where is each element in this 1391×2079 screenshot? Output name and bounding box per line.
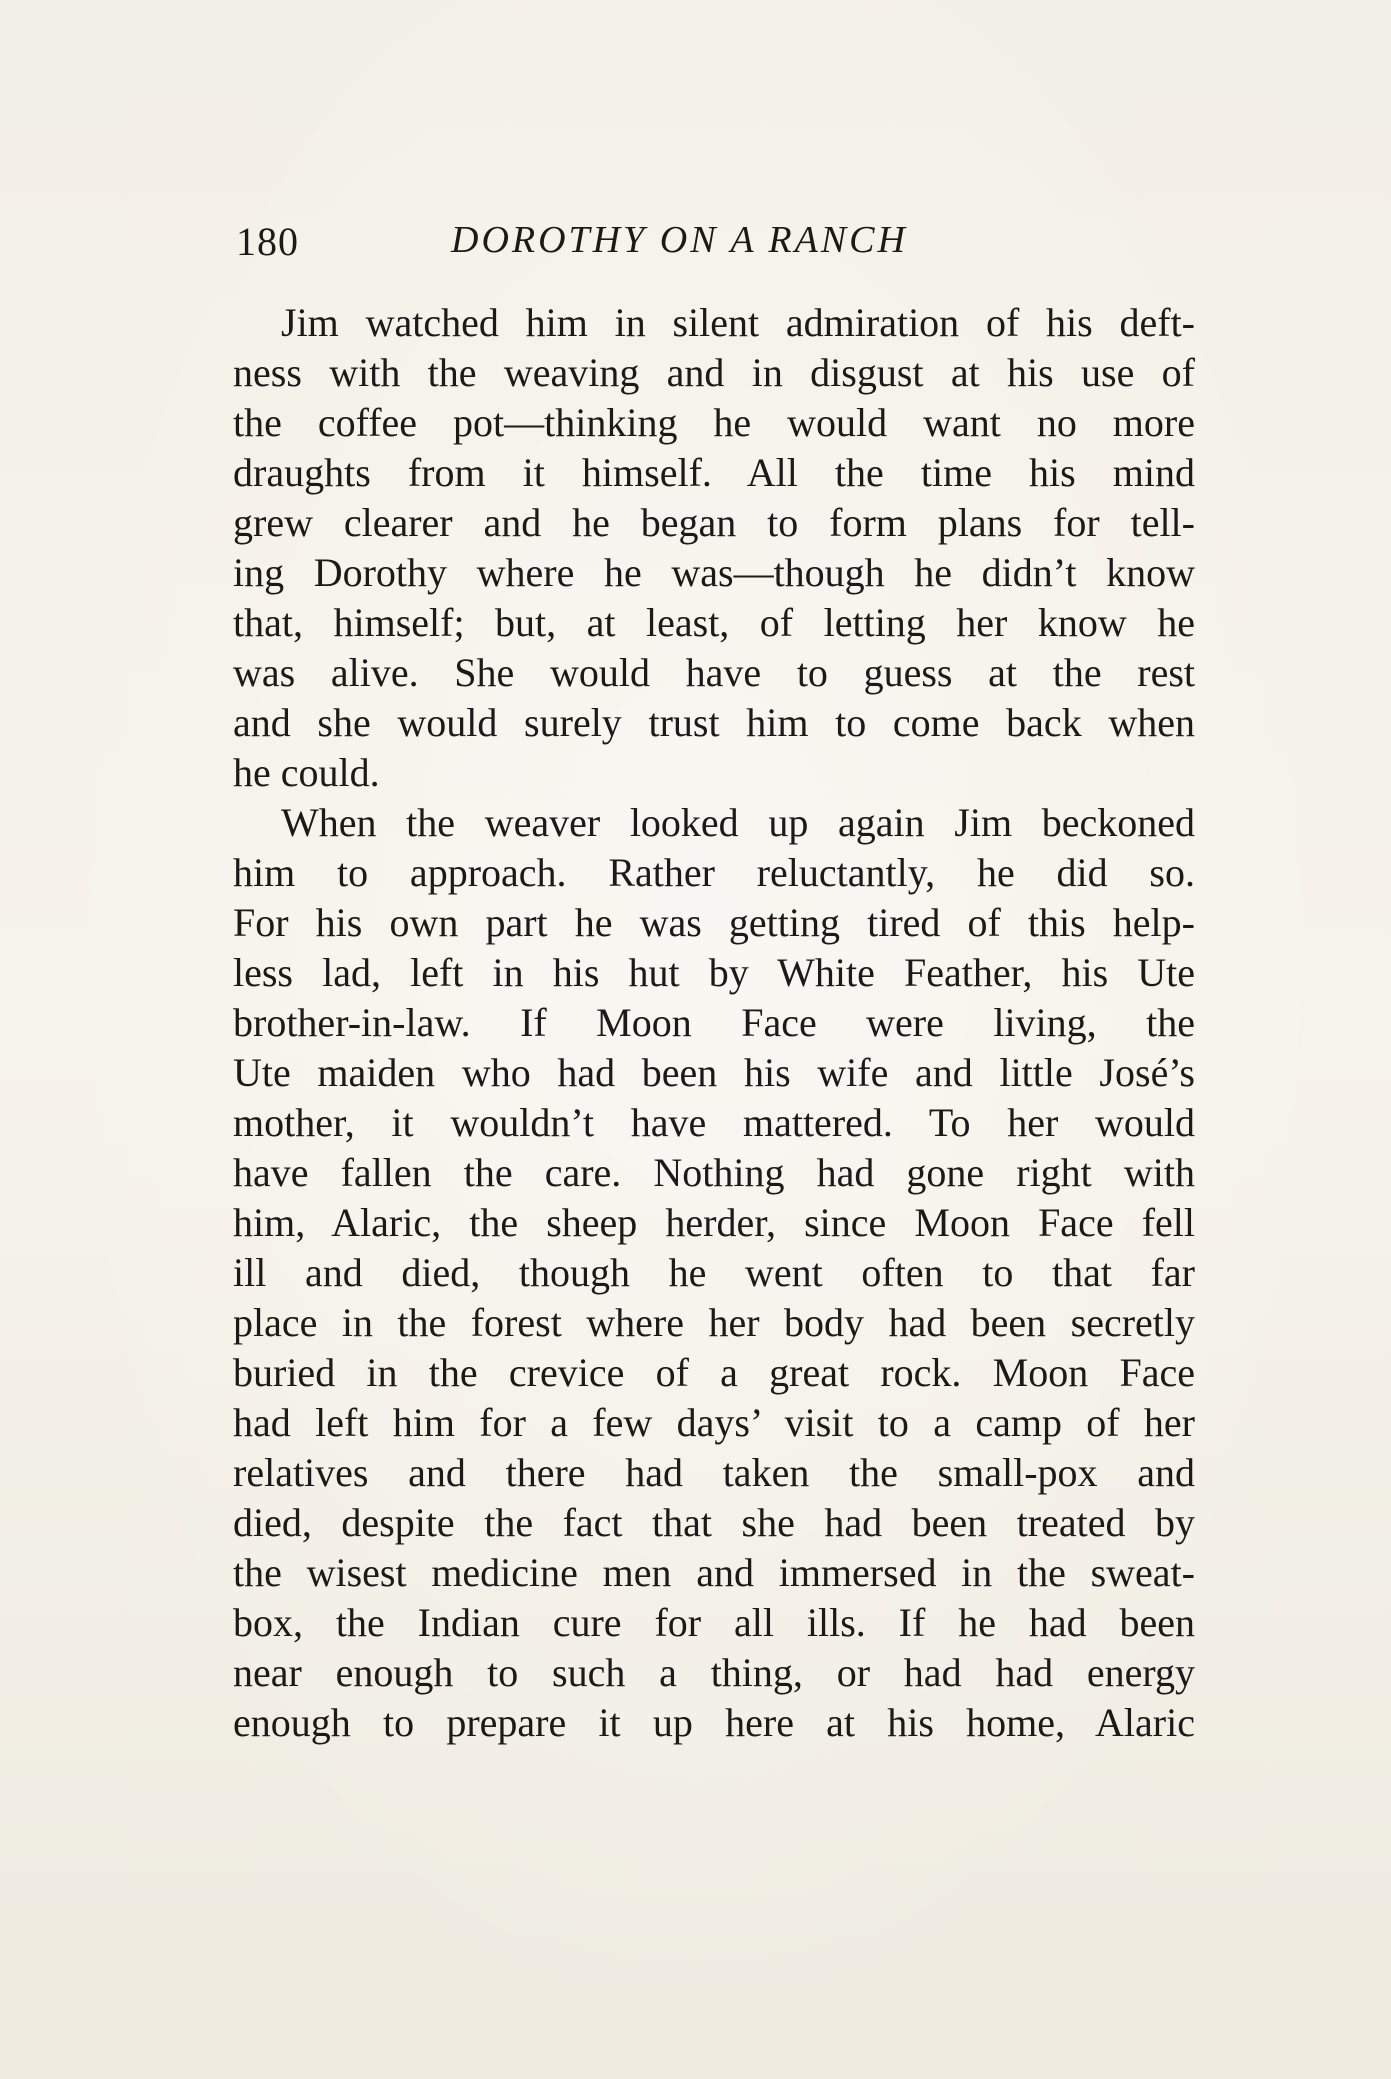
text-line: he could. [233, 750, 380, 795]
text-line: mother, it wouldn’t have mattered. To her would [233, 1100, 1195, 1145]
text-line: that, himself; but, at least, of letting her know he [233, 600, 1195, 645]
text-line: the wisest medicine men and immersed in the sweat- [233, 1550, 1195, 1595]
text-line: less lad, left in his hut by White Feather, his Ute [233, 950, 1195, 995]
text-line: ness with the weaving and in disgust at his use of [233, 350, 1195, 395]
text-line: enough to prepare it up here at his home, Alaric [233, 1700, 1195, 1745]
text-line: When the weaver looked up again Jim beckoned [281, 800, 1195, 845]
text-line: was alive. She would have to guess at the rest [233, 650, 1195, 695]
paragraph [233, 298, 1195, 798]
page-number: 180 [236, 219, 299, 264]
text-line: Jim watched him in silent admiration of his deft- [281, 300, 1195, 345]
text-line: and she would surely trust him to come back when [233, 700, 1195, 745]
text-line: box, the Indian cure for all ills. If he had been [233, 1600, 1195, 1645]
text-line: have fallen the care. Nothing had gone right with [233, 1150, 1195, 1195]
text-line: him, Alaric, the sheep herder, since Moon Face fell [233, 1200, 1195, 1245]
text-line: brother-in-law. If Moon Face were living, the [233, 1000, 1195, 1045]
text-line: him to approach. Rather reluctantly, he did so. [233, 850, 1195, 895]
text-line: For his own part he was getting tired of this help- [233, 900, 1195, 945]
text-line: ill and died, though he went often to that far [233, 1250, 1195, 1295]
text-line: died, despite the fact that she had been treated by [233, 1500, 1195, 1545]
text-line: draughts from it himself. All the time his mind [233, 450, 1195, 495]
text-line: near enough to such a thing, or had had energy [233, 1650, 1195, 1695]
text-line: place in the forest where her body had been secretly [233, 1300, 1195, 1345]
text-line: relatives and there had taken the small-pox and [233, 1450, 1195, 1495]
text-line: ing Dorothy where he was—though he didn’t know [233, 550, 1195, 595]
text-line: buried in the crevice of a great rock. Moon Face [233, 1350, 1195, 1395]
running-head [236, 218, 1196, 278]
text-line: the coffee pot—thinking he would want no more [233, 400, 1195, 445]
running-title: DOROTHY ON A RANCH [451, 219, 908, 261]
paragraph [233, 798, 1195, 1748]
text-line: had left him for a few days’ visit to a camp of her [233, 1400, 1195, 1445]
text-line: grew clearer and he began to form plans for tell- [233, 500, 1195, 545]
body-text [233, 298, 1195, 1748]
text-line: Ute maiden who had been his wife and little José’s [233, 1050, 1195, 1095]
